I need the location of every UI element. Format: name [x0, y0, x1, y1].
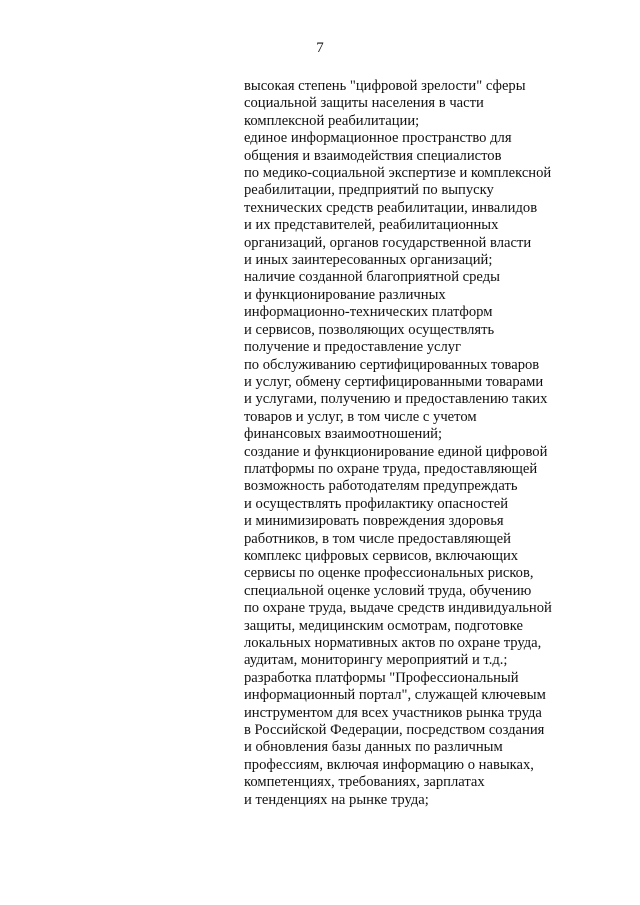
text-line: организаций, органов государственной власти: [244, 234, 532, 251]
text-line: наличие созданной благоприятной среды: [244, 269, 500, 286]
text-line: комплекс цифровых сервисов, включающих: [244, 547, 519, 564]
text-line: комплексной реабилитации;: [244, 112, 420, 129]
text-line: инструментом для всех участников рынка труда: [244, 704, 542, 721]
text-line: и тенденциях на рынке труда;: [244, 791, 429, 808]
text-line: профессиям, включая информацию о навыках,: [244, 756, 534, 773]
text-line: и осуществлять профилактику опасностей: [244, 495, 509, 512]
text-line: в Российской Федерации, посредством создания: [244, 722, 545, 739]
text-line: создание и функционирование единой цифровой: [244, 443, 548, 460]
text-line: по медико-социальной экспертизе и комплексной: [244, 165, 552, 182]
text-line: единое информационное пространство для: [244, 130, 512, 147]
text-line: общения и взаимодействия специалистов: [244, 147, 502, 164]
body-text: [244, 78, 584, 809]
text-line: и их представителей, реабилитационных: [244, 217, 499, 234]
text-line: и услуг, обмену сертифицированными товарами: [244, 373, 544, 390]
text-line: информационно-технических платформ: [244, 304, 493, 321]
text-line: по охране труда, выдаче средств индивидуальной: [244, 600, 552, 617]
text-line: сервисы по оценке профессиональных рисков,: [244, 565, 534, 582]
text-line: социальной защиты населения в части: [244, 95, 484, 112]
text-line: финансовых взаимоотношений;: [244, 426, 443, 443]
text-line: возможность работодателям предупреждать: [244, 478, 518, 495]
text-line: информационный портал", служащей ключевым: [244, 687, 546, 704]
text-line: аудитам, мониторингу мероприятий и т.д.;: [244, 652, 508, 669]
text-line: и минимизировать повреждения здоровья: [244, 513, 504, 530]
text-line: и функционирование различных: [244, 286, 446, 303]
text-line: и обновления базы данных по различным: [244, 739, 503, 756]
page-number: 7: [316, 40, 324, 56]
text-line: высокая степень "цифровой зрелости" сферы: [244, 78, 526, 94]
text-line: реабилитации, предприятий по выпуску: [244, 182, 494, 199]
text-line: по обслуживанию сертифицированных товаров: [244, 356, 540, 373]
text-line: специальной оценке условий труда, обучению: [244, 582, 532, 599]
text-line: компетенциях, требованиях, зарплатах: [244, 774, 485, 791]
text-line: платформы по охране труда, предоставляющей: [244, 460, 538, 477]
text-line: получение и предоставление услуг: [244, 339, 462, 356]
text-line: разработка платформы "Профессиональный: [244, 669, 519, 686]
text-line: и сервисов, позволяющих осуществлять: [244, 321, 495, 338]
text-line: товаров и услуг, в том числе с учетом: [244, 408, 477, 425]
text-line: защиты, медицинским осмотрам, подготовке: [244, 617, 523, 634]
text-line: технических средств реабилитации, инвалидов: [244, 199, 538, 216]
text-line: и услугами, получению и предоставлению таких: [244, 391, 548, 408]
text-line: локальных нормативных актов по охране труда,: [244, 635, 542, 651]
text-line: и иных заинтересованных организаций;: [244, 252, 493, 269]
text-line: работников, в том числе предоставляющей: [244, 530, 511, 547]
